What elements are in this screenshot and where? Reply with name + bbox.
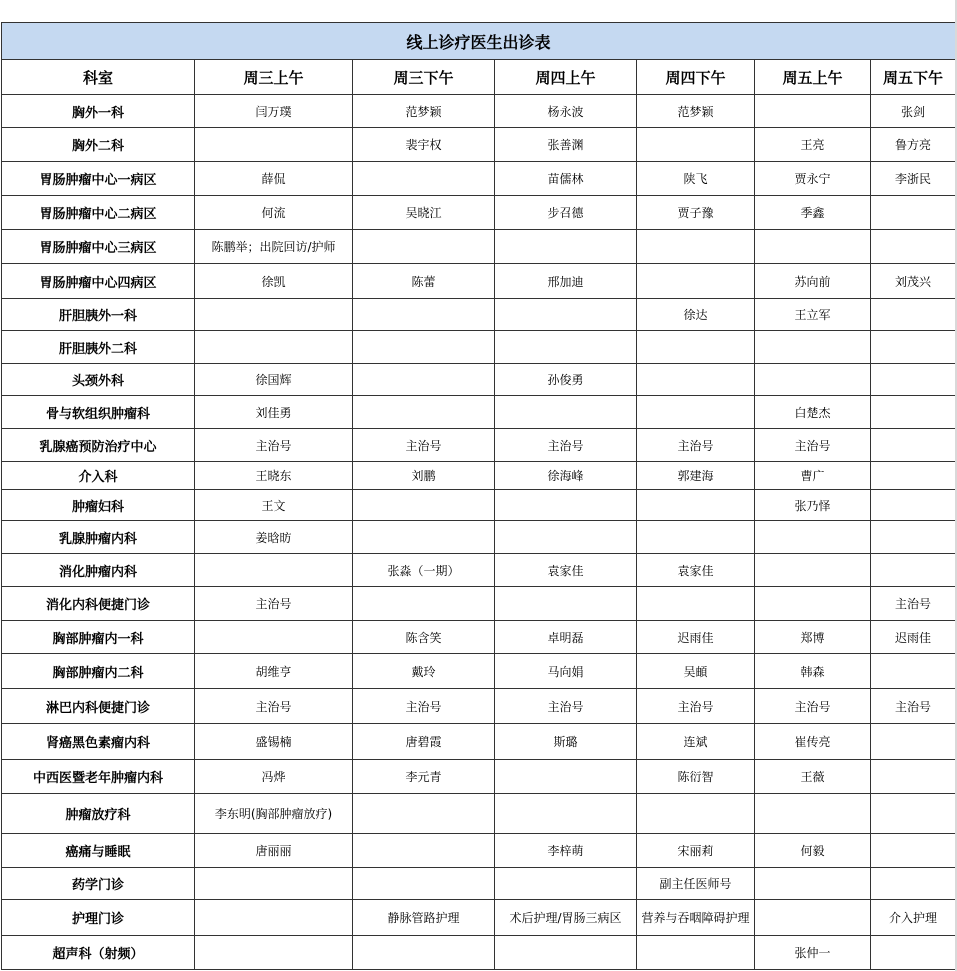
doctor-cell: 季鑫 [755,196,871,230]
doctor-cell: 吴頔 [637,654,755,689]
table-row [2,230,956,264]
doctor-cell: 范梦颖 [637,95,755,128]
doctor-cell: 副主任医师号 [637,868,755,900]
doctor-cell: 主治号 [637,429,755,462]
doctor-cell: 马向娟 [495,654,637,689]
doctor-cell: 主治号 [871,689,956,724]
doctor-cell [495,760,637,794]
schedule-table [1,22,956,970]
dept-name: 肿瘤放疗科 [2,794,195,834]
column-header-slot: 周五下午 [871,60,956,95]
doctor-cell [353,331,495,364]
doctor-cell [755,900,871,936]
dept-name: 胃肠肿瘤中心四病区 [2,264,195,299]
dept-name: 消化肿瘤内科 [2,554,195,587]
doctor-cell: 郭建海 [637,462,755,490]
doctor-cell: 韩森 [755,654,871,689]
doctor-cell: 徐达 [637,299,755,331]
doctor-cell: 斯璐 [495,724,637,760]
dept-name: 淋巴内科便捷门诊 [2,689,195,724]
dept-name: 中西医暨老年肿瘤内科 [2,760,195,794]
doctor-cell: 郑博 [755,621,871,654]
dept-name: 癌痛与睡眠 [2,834,195,868]
doctor-cell [353,587,495,621]
dept-name: 胸部肿瘤内一科 [2,621,195,654]
doctor-cell [755,521,871,554]
doctor-cell: 主治号 [195,587,353,621]
table-row [2,196,956,230]
dept-name: 头颈外科 [2,364,195,396]
table-row [2,462,956,490]
doctor-cell [637,364,755,396]
doctor-cell: 徐海峰 [495,462,637,490]
doctor-cell: 营养与吞咽障碍护理 [637,900,755,936]
doctor-cell [353,490,495,521]
doctor-cell: 张善渊 [495,128,637,162]
table-row [2,724,956,760]
doctor-cell [353,364,495,396]
doctor-cell [871,299,956,331]
doctor-cell [871,868,956,900]
doctor-cell: 刘鹏 [353,462,495,490]
table-row [2,621,956,654]
table-row [2,868,956,900]
doctor-cell [353,396,495,429]
doctor-cell [871,760,956,794]
doctor-cell: 贾子豫 [637,196,755,230]
doctor-cell: 张剑 [871,95,956,128]
doctor-cell: 主治号 [755,689,871,724]
doctor-cell [353,299,495,331]
doctor-cell [195,936,353,970]
doctor-cell [637,331,755,364]
doctor-cell [495,299,637,331]
doctor-cell: 苗儒林 [495,162,637,196]
dept-name: 肿瘤妇科 [2,490,195,521]
doctor-cell [871,794,956,834]
doctor-cell [755,230,871,264]
table-row [2,490,956,521]
doctor-cell: 唐碧霞 [353,724,495,760]
doctor-cell: 主治号 [495,689,637,724]
dept-name: 胃肠肿瘤中心二病区 [2,196,195,230]
doctor-cell [195,331,353,364]
dept-name: 骨与软组织肿瘤科 [2,396,195,429]
doctor-cell: 冯烨 [195,760,353,794]
doctor-cell: 主治号 [495,429,637,462]
table-row [2,834,956,868]
doctor-cell: 王亮 [755,128,871,162]
doctor-cell: 唐丽丽 [195,834,353,868]
doctor-cell [755,95,871,128]
doctor-cell: 贾永宁 [755,162,871,196]
doctor-cell [195,900,353,936]
table-row [2,128,956,162]
doctor-cell [871,462,956,490]
doctor-cell: 王文 [195,490,353,521]
table-title: 线上诊疗医生出诊表 [2,23,956,60]
dept-name: 超声科（射频） [2,936,195,970]
doctor-cell: 何流 [195,196,353,230]
doctor-cell: 范梦颖 [353,95,495,128]
doctor-cell: 徐国辉 [195,364,353,396]
table-row [2,760,956,794]
doctor-cell [495,331,637,364]
doctor-cell: 姜晗昉 [195,521,353,554]
doctor-cell: 王立军 [755,299,871,331]
dept-name: 胃肠肿瘤中心三病区 [2,230,195,264]
table-row [2,429,956,462]
column-header-slot: 周三上午 [195,60,353,95]
doctor-cell: 迟雨佳 [871,621,956,654]
doctor-cell [195,299,353,331]
doctor-cell: 张仲一 [755,936,871,970]
doctor-cell [871,936,956,970]
doctor-cell: 步召德 [495,196,637,230]
doctor-cell: 盛锡楠 [195,724,353,760]
doctor-cell [871,331,956,364]
dept-name: 介入科 [2,462,195,490]
dept-name: 胸外二科 [2,128,195,162]
doctor-cell [755,331,871,364]
doctor-cell: 白楚杰 [755,396,871,429]
doctor-cell [195,621,353,654]
dept-name: 肾癌黑色素瘤内科 [2,724,195,760]
doctor-cell: 邢加迪 [495,264,637,299]
doctor-cell: 李梓萌 [495,834,637,868]
doctor-cell: 崔传亮 [755,724,871,760]
dept-name: 肝胆胰外二科 [2,331,195,364]
doctor-cell [871,554,956,587]
doctor-cell [637,128,755,162]
table-row [2,654,956,689]
table-row [2,364,956,396]
doctor-cell [495,794,637,834]
doctor-cell: 卓明磊 [495,621,637,654]
dept-name: 肝胆胰外一科 [2,299,195,331]
doctor-cell [637,396,755,429]
doctor-cell [495,396,637,429]
doctor-cell [353,794,495,834]
doctor-cell: 连斌 [637,724,755,760]
dept-name: 胸外一科 [2,95,195,128]
doctor-cell: 主治号 [755,429,871,462]
doctor-cell: 陈衍智 [637,760,755,794]
doctor-cell: 王薇 [755,760,871,794]
doctor-cell: 李东明(胸部肿瘤放疗) [195,794,353,834]
doctor-cell [637,794,755,834]
table-row [2,936,956,970]
doctor-cell [495,936,637,970]
doctor-cell [637,490,755,521]
doctor-cell [755,794,871,834]
dept-name: 乳腺肿瘤内科 [2,521,195,554]
doctor-cell [755,868,871,900]
schedule-body [2,95,956,970]
doctor-cell [495,490,637,521]
doctor-cell: 鲁方亮 [871,128,956,162]
doctor-cell: 静脉管路护理 [353,900,495,936]
doctor-cell: 陕飞 [637,162,755,196]
table-row [2,900,956,936]
table-row [2,554,956,587]
dept-name: 护理门诊 [2,900,195,936]
doctor-cell: 何毅 [755,834,871,868]
dept-name: 乳腺癌预防治疗中心 [2,429,195,462]
dept-name: 消化内科便捷门诊 [2,587,195,621]
dept-name: 胃肠肿瘤中心一病区 [2,162,195,196]
doctor-cell: 徐凯 [195,264,353,299]
table-row [2,521,956,554]
dept-name: 胸部肿瘤内二科 [2,654,195,689]
doctor-cell: 介入护理 [871,900,956,936]
header-row [2,60,956,95]
table-row [2,299,956,331]
table-row [2,264,956,299]
column-header-slot: 周五上午 [755,60,871,95]
table-row [2,396,956,429]
doctor-cell [495,521,637,554]
doctor-cell [871,230,956,264]
doctor-cell: 杨永波 [495,95,637,128]
doctor-cell [871,196,956,230]
doctor-cell: 袁家佳 [637,554,755,587]
doctor-cell: 刘茂兴 [871,264,956,299]
doctor-cell: 宋丽莉 [637,834,755,868]
doctor-cell [353,936,495,970]
column-header-slot: 周四下午 [637,60,755,95]
table-row [2,331,956,364]
doctor-cell: 苏向前 [755,264,871,299]
table-row [2,95,956,128]
column-header-slot: 周三下午 [353,60,495,95]
doctor-cell [495,868,637,900]
doctor-cell [637,521,755,554]
doctor-cell [195,868,353,900]
doctor-cell: 张淼（一期） [353,554,495,587]
doctor-cell [871,396,956,429]
table-row [2,162,956,196]
table-row [2,587,956,621]
table-row [2,689,956,724]
doctor-cell [871,364,956,396]
doctor-cell: 孙俊勇 [495,364,637,396]
doctor-cell [755,364,871,396]
doctor-cell [637,264,755,299]
doctor-cell: 陈蕾 [353,264,495,299]
doctor-cell [871,429,956,462]
doctor-cell [637,230,755,264]
doctor-cell [871,834,956,868]
doctor-cell: 迟雨佳 [637,621,755,654]
doctor-cell [871,521,956,554]
doctor-cell [871,654,956,689]
doctor-cell [353,868,495,900]
doctor-cell: 主治号 [637,689,755,724]
doctor-cell: 曹广 [755,462,871,490]
doctor-cell: 胡维亨 [195,654,353,689]
doctor-cell: 刘佳勇 [195,396,353,429]
doctor-cell: 张乃怿 [755,490,871,521]
doctor-cell [353,162,495,196]
doctor-cell: 陈鹏举；出院回访/护师 [195,230,353,264]
column-header-dept: 科室 [2,60,195,95]
doctor-cell: 术后护理/胃肠三病区 [495,900,637,936]
column-header-slot: 周四上午 [495,60,637,95]
table-row [2,794,956,834]
doctor-cell: 李浙民 [871,162,956,196]
doctor-cell: 陈含笑 [353,621,495,654]
dept-name: 药学门诊 [2,868,195,900]
doctor-cell: 闫万璞 [195,95,353,128]
doctor-cell: 李元青 [353,760,495,794]
doctor-cell [195,554,353,587]
doctor-cell: 袁家佳 [495,554,637,587]
doctor-cell [195,128,353,162]
doctor-cell: 主治号 [871,587,956,621]
doctor-cell [871,724,956,760]
doctor-cell: 戴玲 [353,654,495,689]
doctor-cell [495,230,637,264]
doctor-cell [755,554,871,587]
doctor-cell: 吴晓江 [353,196,495,230]
doctor-cell: 王晓东 [195,462,353,490]
doctor-cell [495,587,637,621]
doctor-cell [871,490,956,521]
doctor-cell: 薛侃 [195,162,353,196]
doctor-cell [353,521,495,554]
doctor-cell [353,230,495,264]
doctor-cell [637,936,755,970]
doctor-cell: 主治号 [353,689,495,724]
doctor-cell [755,587,871,621]
doctor-cell [637,587,755,621]
doctor-cell: 裴宇权 [353,128,495,162]
doctor-cell: 主治号 [195,689,353,724]
doctor-cell [353,834,495,868]
doctor-cell: 主治号 [353,429,495,462]
doctor-cell: 主治号 [195,429,353,462]
